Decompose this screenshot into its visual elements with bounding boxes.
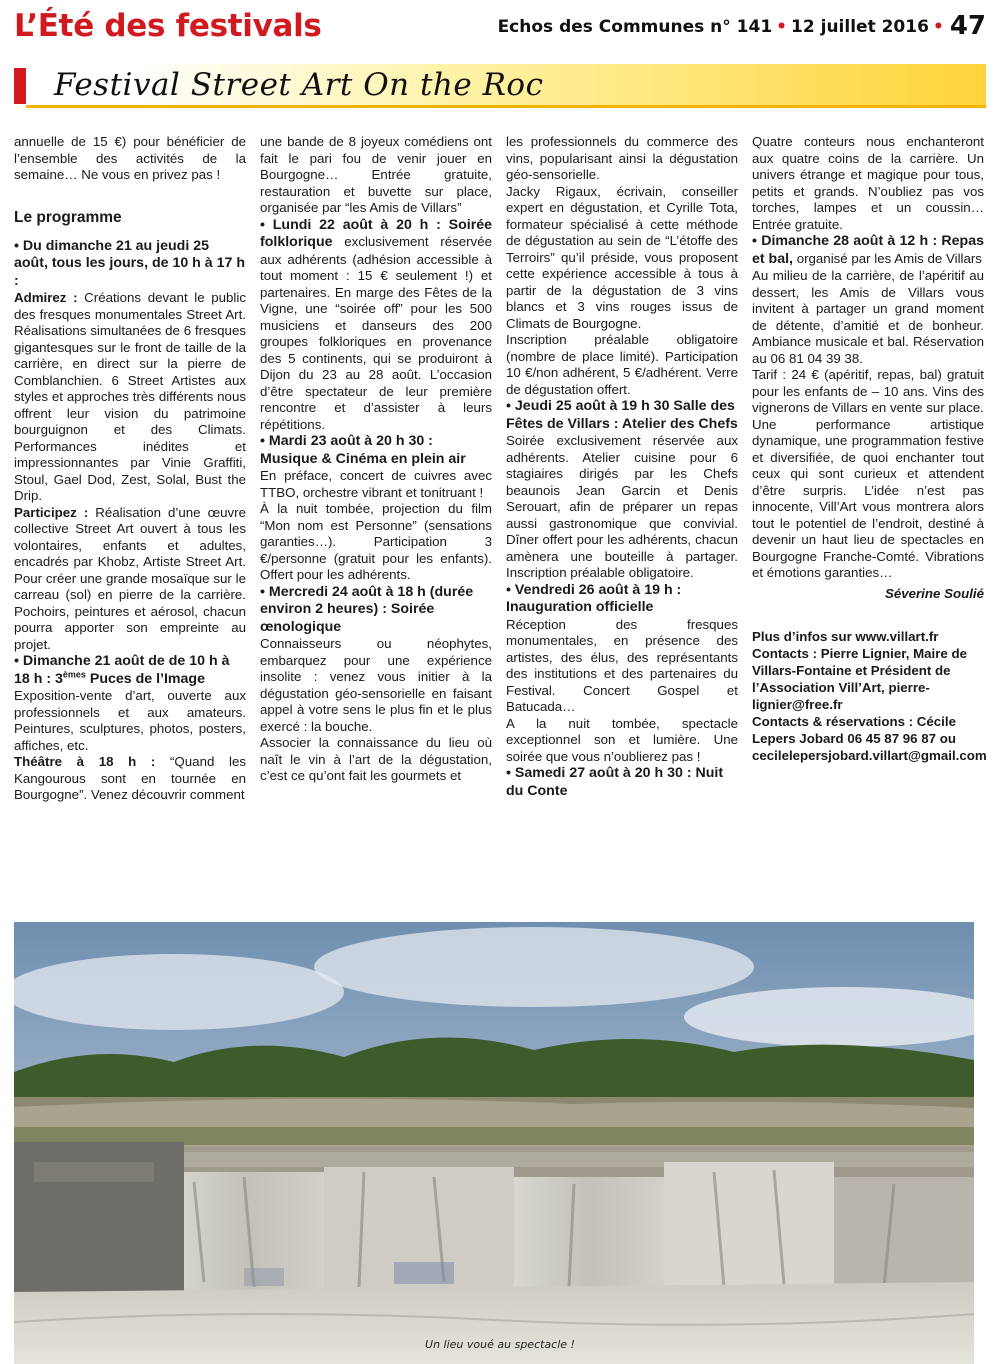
column-4	[752, 134, 987, 914]
paragraph: Exposition-vente d’art, ouverte aux professionnels et aux amateurs. Peintures, sculptures, photos, posters, affiches, etc.	[14, 688, 246, 753]
paragraph: • Lundi 22 août à 20 h : Soirée folklorique exclusivement réservée aux adhérents (adhésion accessible à tout moment : 15 € seulement !) et partenaires. En marge des Fêtes de la Vigne, une “soirée off” pour les 500 musiciens et danseurs des 200 groupes folkloriques en provenance des 5 continents, qui se produiront à Dijon du 23 au 28 août. L’occasion d’être spectateur de leur première rencontre et d’assister à leurs répétitions.	[260, 216, 492, 432]
article-banner	[14, 64, 986, 108]
paragraph: Tarif : 24 € (apéritif, repas, bal) gratuit pour les enfants de – 10 ans. Vins des vignerons de Villars en vente sur place.	[752, 367, 984, 415]
paragraph: Soirée exclusivement réservée aux adhérents. Atelier cuisine pour 6 stagiaires dirigés par les Chefs beaunois Jean Garcin et Denis Serouart, afin de préparer un repas aussi gastronomique que convivial. Dîner offert pour les adhérents, chacun amènera une bouteille à partager. Inscription préalable obligatoire.	[506, 433, 738, 580]
contact-info: Contacts : Pierre Lignier, Maire de Villars-Fontaine et Président de l’Association Vill’Art, pierre-lignier@free.fr	[752, 646, 968, 712]
section-title: L’Été des festivals	[14, 8, 322, 44]
event-heading: • Mardi 23 août à 20 h 30 : Musique & Cinéma en plein air	[260, 433, 466, 467]
column-2	[260, 134, 492, 914]
event-heading: • Jeudi 25 août à 19 h 30 Salle des Fêtes de Villars : Atelier des Chefs	[506, 398, 738, 432]
paragraph: Jacky Rigaux, écrivain, conseiller expert en dégustation, et Cyrille Tota, formateur spécialisé à cette méthode de dégustation au sein de “L’étoffe des Terroirs” qu’il préside, vous proposent cette expérience accessible à tous à partir de la dégustation de 3 vins blancs et 3 vins rouges issus de Climats de Bourgogne.	[506, 183, 738, 331]
quarry-wall	[664, 1162, 834, 1292]
event-heading: • Samedi 27 août à 20 h 30 : Nuit du Conte	[506, 765, 724, 799]
column-3	[506, 134, 738, 914]
paragraph: une bande de 8 joyeux comédiens ont fait le pari fou de venir jouer en Bourgogne… Entrée gratuite, restauration et buvette sur place, organisée par “les Amis de Villars”	[260, 134, 492, 215]
separator-dot: •	[776, 17, 788, 37]
article-title: Festival Street Art On the Roc	[54, 67, 544, 103]
bold-label: Admirez :	[14, 290, 78, 305]
info-link[interactable]: Plus d’infos sur www.villart.fr	[752, 629, 939, 644]
photo-caption: Un lieu voué au spectacle !	[425, 1338, 575, 1351]
paragraph: Une performance artistique dynamique, une programmation festive et diversifiée, de quoi enchanter tout ceux qui sont curieux et attendent d’être surpris. L’idée n’est pas innocente, Vill’Art vous montrera alors tout le potentiel de l’endroit, destiné à devenir un haut lieu de spectacles en Bourgogne Franche-Comté. Vibrations et émotions garanties…	[752, 416, 984, 580]
paragraph: • Dimanche 28 août à 12 h : Repas et bal, organisé par les Amis de Villars	[752, 233, 984, 267]
paragraph: A la nuit tombée, spectacle exceptionnel son et lumière. Une soirée que vous n’oublierez pas !	[506, 715, 738, 764]
paragraph: Réception des fresques monumentales, en présence des artistes, des élus, des représentants des institutions et des partenaires du Festival. Concert Gospel et Batucada…	[506, 616, 738, 714]
program-heading: Le programme	[14, 208, 122, 226]
event-heading: • Lundi 22 août à 20 h : Soirée folklorique	[260, 216, 492, 250]
graffiti	[394, 1262, 454, 1284]
separator-dot: •	[932, 17, 944, 37]
bold-label: Théâtre à 18 h :	[14, 754, 156, 769]
paragraph: Associer la connaissance du lieu où naît le vin à l’art de la dégustation, c’est ce qu’ont fait les gourmets et	[260, 735, 492, 783]
event-heading: • Mercredi 24 août à 18 h (durée environ 2 heures) : Soirée œnologique	[260, 583, 474, 635]
event-heading: • Vendredi 26 août à 19 h : Inauguration officielle	[506, 581, 682, 615]
paragraph: Connaisseurs ou néophytes, embarquez pour une expérience insolite : venez vous initier à la dégustation géo-sensorielle en faisant appel à votre sens le plus fin et le plus exercé : la bouche.	[260, 636, 492, 734]
paragraph: Admirez : Créations devant le public des fresques monumentales Street Art. Réalisations simultanées de 6 fresques gigantesques sur le front de taille de la carrière, en direct sur la pierre de Comblanchien. 6 Street Artistes aux styles et approches très différents nous offrent leur vision du patrimoine bourguignon et des Climats. Performances inédites et impressionnantes par Vinie Graffiti, Stoul, Gael Dod, Zest, Solal, Bust the Drip.	[14, 290, 246, 503]
quarry-wall	[834, 1177, 974, 1292]
paragraph: annuelle de 15 €) pour bénéficier de l’ensemble des activités de la semaine… Ne vous en privez pas !	[14, 134, 246, 182]
event-heading: • Du dimanche 21 au jeudi 25 août, tous les jours, de 10 h à 17 h :	[14, 237, 246, 289]
graffiti	[244, 1268, 284, 1286]
banner-red-bar	[14, 68, 26, 104]
quarry-photo	[14, 922, 974, 1364]
author-signature: Séverine Soulié	[884, 585, 984, 601]
issue-line	[498, 12, 986, 41]
quarry-wall	[514, 1177, 664, 1292]
paragraph: En préface, concert de cuivres avec TTBO, orchestre vibrant et tonitruant !	[260, 468, 492, 500]
page-number: 47	[949, 11, 986, 41]
paragraph: Inscription préalable obligatoire (nombre de place limité). Participation 10 €/non adhérent, 5 €/adhérent. Verre de dégustation offert.	[506, 332, 738, 397]
page-header	[14, 8, 986, 48]
reservation-contact: Contacts & réservations : Cécile Lepers Jobard 06 45 87 96 87 ou cecilelepersjobard.villart@gmail.com	[752, 714, 987, 763]
paragraph: Quatre conteurs nous enchanteront aux quatre coins de la carrière. Un univers étrange et magique pour tous, petits et grands. N’oubliez pas vos torches, lampes et un coussin… Entrée gratuite.	[752, 134, 984, 232]
quarry-illustration	[14, 922, 974, 1364]
paragraph: Participez : Réalisation d’une œuvre collective Street Art ouvert à tous les volontaires, enfants et adultes, encadrés par Khobz, Artiste Street Art. Pour créer une grande mosaïque sur le carreau (sol) en pierre de la carrière. Pochoirs, peintures et aérosol, chacun pourra apporter son empreinte au projet.	[14, 504, 246, 652]
event-heading: • Dimanche 21 août de de 10 h à 18 h : 3èmes Puces de l’Image	[14, 653, 230, 687]
publication-name: Echos des Communes n° 141	[497, 17, 773, 37]
paragraph: Théâtre à 18 h : “Quand les Kangourous sont en tournée en Bourgogne”. Venez découvrir comment	[14, 754, 246, 802]
paragraph: les professionnels du commerce des vins, popularisant ainsi la dégustation géo-sensorielle.	[506, 134, 738, 182]
column-1	[14, 134, 246, 914]
paragraph: Au milieu de la carrière, de l’apéritif au dessert, les Amis de Villars vous invitent à partager un grand moment de détente, d’amitié et de bonheur. Ambiance musicale et bal. Réservation au 06 81 04 39 38.	[752, 268, 984, 366]
bold-label: Participez :	[14, 504, 89, 520]
event-heading: • Dimanche 28 août à 12 h : Repas et bal,	[752, 233, 984, 267]
paragraph: À la nuit tombée, projection du film “Mon nom est Personne” (sensations garanties…). Participation 3 €/personne (gratuit pour les enfants). Offert pour les adhérents.	[260, 501, 492, 582]
issue-date: 12 juillet 2016	[791, 17, 929, 37]
banner-rule	[26, 105, 986, 108]
article-body	[14, 134, 986, 914]
